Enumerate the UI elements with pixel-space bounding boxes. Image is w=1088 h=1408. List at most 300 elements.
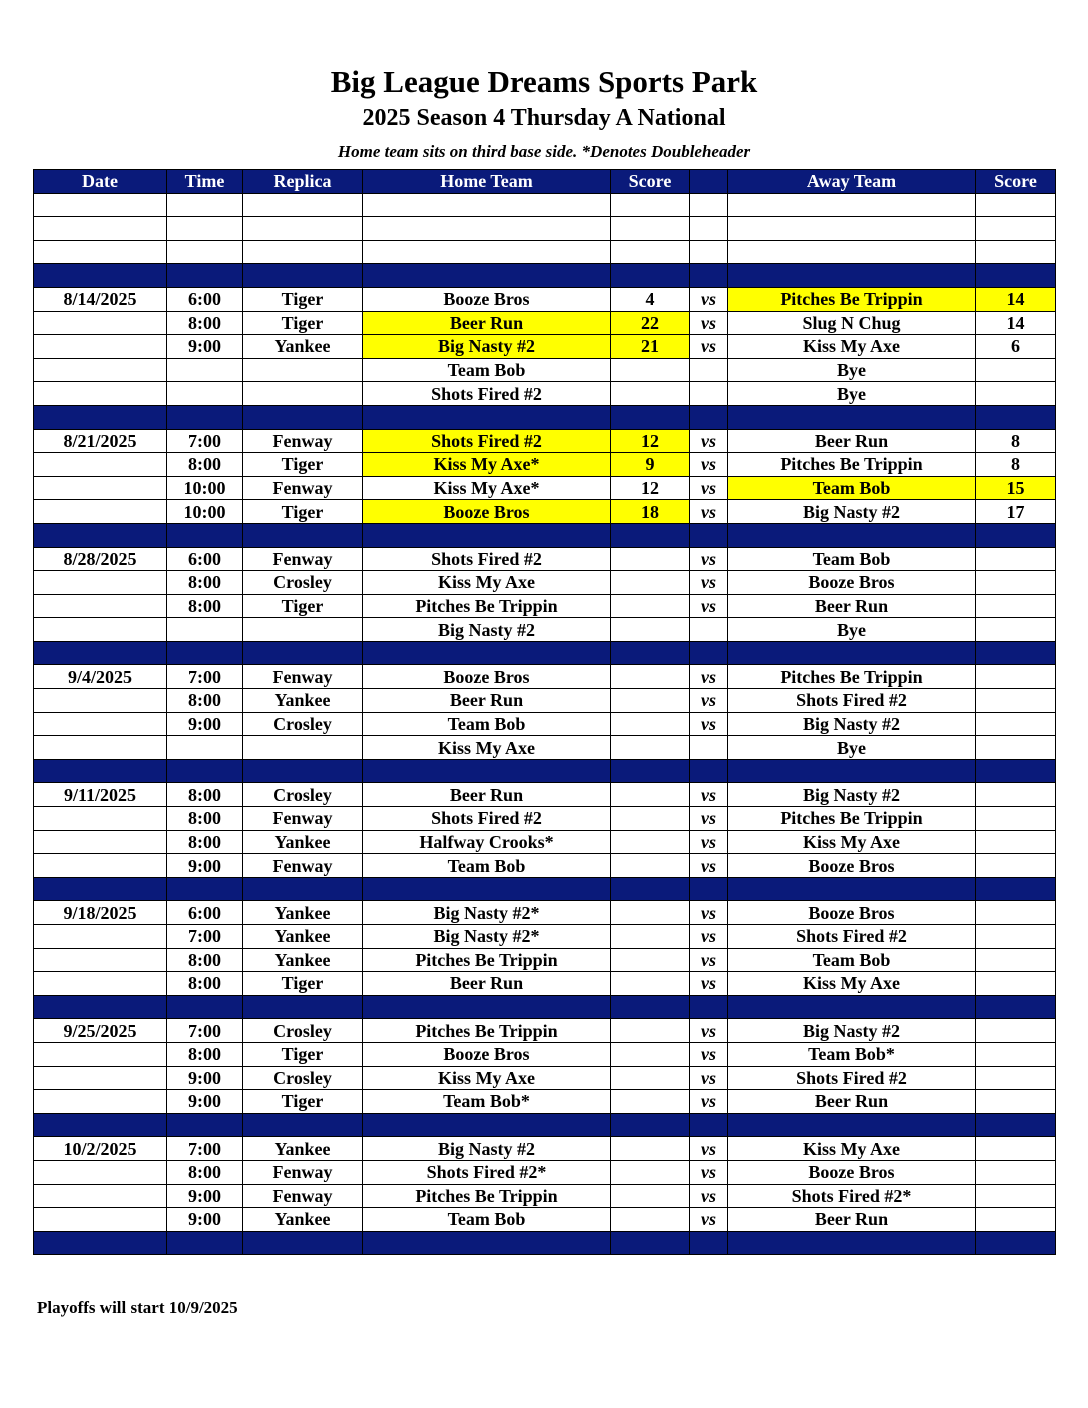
replica-cell: Fenway bbox=[243, 807, 363, 831]
date-cell bbox=[34, 358, 167, 382]
replica-cell: Fenway bbox=[243, 476, 363, 500]
date-cell bbox=[34, 523, 167, 547]
away-score-cell bbox=[976, 193, 1056, 217]
time-cell bbox=[167, 193, 243, 217]
date-cell bbox=[34, 335, 167, 359]
date-cell bbox=[34, 476, 167, 500]
home-score-cell bbox=[611, 193, 690, 217]
home-team-cell: Pitches Be Trippin bbox=[363, 594, 611, 618]
home-team-cell: Booze Bros bbox=[363, 1042, 611, 1066]
time-cell: 8:00 bbox=[167, 453, 243, 477]
home-team-cell bbox=[363, 240, 611, 264]
replica-cell: Yankee bbox=[243, 689, 363, 713]
home-score-cell: 12 bbox=[611, 476, 690, 500]
away-score-cell: 6 bbox=[976, 335, 1056, 359]
col-header-date: Date bbox=[34, 170, 167, 194]
col-header-away-team: Away Team bbox=[728, 170, 976, 194]
vs-cell: vs bbox=[690, 453, 728, 477]
time-cell bbox=[167, 264, 243, 288]
vs-cell: vs bbox=[690, 854, 728, 878]
replica-cell bbox=[243, 641, 363, 665]
replica-cell bbox=[243, 1231, 363, 1255]
away-team-cell: Kiss My Axe bbox=[728, 972, 976, 996]
home-score-cell bbox=[611, 712, 690, 736]
home-score-cell bbox=[611, 594, 690, 618]
away-team-cell: Booze Bros bbox=[728, 854, 976, 878]
away-team-cell: Beer Run bbox=[728, 594, 976, 618]
vs-cell: vs bbox=[690, 500, 728, 524]
game-row bbox=[34, 665, 1056, 689]
away-team-cell bbox=[728, 264, 976, 288]
time-cell bbox=[167, 1113, 243, 1137]
away-score-cell bbox=[976, 571, 1056, 595]
date-cell bbox=[34, 854, 167, 878]
game-row bbox=[34, 1090, 1056, 1114]
home-team-cell bbox=[363, 405, 611, 429]
away-score-cell bbox=[976, 830, 1056, 854]
away-team-cell: Team Bob bbox=[728, 547, 976, 571]
game-row bbox=[34, 476, 1056, 500]
game-row bbox=[34, 1208, 1056, 1232]
home-team-cell: Booze Bros bbox=[363, 500, 611, 524]
away-score-cell bbox=[976, 759, 1056, 783]
time-cell bbox=[167, 217, 243, 241]
date-cell bbox=[34, 1042, 167, 1066]
home-score-cell bbox=[611, 1090, 690, 1114]
date-cell bbox=[34, 405, 167, 429]
time-cell bbox=[167, 877, 243, 901]
vs-cell: vs bbox=[690, 1208, 728, 1232]
time-cell: 6:00 bbox=[167, 901, 243, 925]
home-team-cell: Beer Run bbox=[363, 311, 611, 335]
time-cell: 7:00 bbox=[167, 665, 243, 689]
time-cell bbox=[167, 736, 243, 760]
game-row bbox=[34, 925, 1056, 949]
time-cell: 8:00 bbox=[167, 783, 243, 807]
home-team-cell bbox=[363, 1113, 611, 1137]
away-team-cell: Booze Bros bbox=[728, 571, 976, 595]
away-score-cell bbox=[976, 217, 1056, 241]
blank-row bbox=[34, 193, 1056, 217]
vs-cell bbox=[690, 382, 728, 406]
home-team-cell: Beer Run bbox=[363, 972, 611, 996]
away-score-cell bbox=[976, 1090, 1056, 1114]
time-cell bbox=[167, 358, 243, 382]
replica-cell: Crosley bbox=[243, 712, 363, 736]
vs-cell: vs bbox=[690, 712, 728, 736]
vs-cell: vs bbox=[690, 830, 728, 854]
week-separator-row bbox=[34, 877, 1056, 901]
replica-cell bbox=[243, 736, 363, 760]
vs-cell bbox=[690, 193, 728, 217]
away-team-cell: Shots Fired #2 bbox=[728, 1066, 976, 1090]
home-team-cell bbox=[363, 1231, 611, 1255]
game-row bbox=[34, 382, 1056, 406]
away-team-cell: Beer Run bbox=[728, 1090, 976, 1114]
home-team-cell: Team Bob bbox=[363, 1208, 611, 1232]
home-score-cell bbox=[611, 1231, 690, 1255]
game-row bbox=[34, 1066, 1056, 1090]
vs-cell: vs bbox=[690, 1019, 728, 1043]
replica-cell: Yankee bbox=[243, 1208, 363, 1232]
away-score-cell bbox=[976, 1208, 1056, 1232]
schedule-table bbox=[33, 169, 1056, 1255]
game-row bbox=[34, 807, 1056, 831]
date-cell bbox=[34, 759, 167, 783]
date-cell bbox=[34, 453, 167, 477]
date-cell: 9/11/2025 bbox=[34, 783, 167, 807]
away-score-cell bbox=[976, 358, 1056, 382]
season-subtitle: 2025 Season 4 Thursday A National bbox=[362, 105, 726, 131]
date-cell bbox=[34, 641, 167, 665]
game-row bbox=[34, 1184, 1056, 1208]
time-cell: 7:00 bbox=[167, 925, 243, 949]
replica-cell bbox=[243, 759, 363, 783]
away-score-cell bbox=[976, 712, 1056, 736]
replica-cell: Yankee bbox=[243, 901, 363, 925]
home-team-cell: Kiss My Axe bbox=[363, 1066, 611, 1090]
away-score-cell bbox=[976, 264, 1056, 288]
away-score-cell bbox=[976, 523, 1056, 547]
away-team-cell bbox=[728, 217, 976, 241]
home-score-cell bbox=[611, 995, 690, 1019]
home-team-cell: Beer Run bbox=[363, 783, 611, 807]
vs-cell: vs bbox=[690, 1066, 728, 1090]
home-score-cell bbox=[611, 807, 690, 831]
time-cell: 8:00 bbox=[167, 948, 243, 972]
date-cell bbox=[34, 264, 167, 288]
away-team-cell: Team Bob bbox=[728, 948, 976, 972]
date-cell bbox=[34, 1113, 167, 1137]
replica-cell bbox=[243, 1113, 363, 1137]
date-cell bbox=[34, 972, 167, 996]
vs-cell: vs bbox=[690, 665, 728, 689]
away-score-cell: 8 bbox=[976, 429, 1056, 453]
vs-cell bbox=[690, 995, 728, 1019]
home-score-cell bbox=[611, 854, 690, 878]
home-score-cell: 9 bbox=[611, 453, 690, 477]
vs-cell: vs bbox=[690, 972, 728, 996]
game-row bbox=[34, 948, 1056, 972]
date-cell bbox=[34, 240, 167, 264]
vs-cell: vs bbox=[690, 311, 728, 335]
vs-cell bbox=[690, 736, 728, 760]
away-score-cell bbox=[976, 382, 1056, 406]
replica-cell: Tiger bbox=[243, 500, 363, 524]
away-team-cell: Bye bbox=[728, 358, 976, 382]
date-cell bbox=[34, 594, 167, 618]
replica-cell bbox=[243, 193, 363, 217]
replica-cell: Yankee bbox=[243, 925, 363, 949]
page-title: Big League Dreams Sports Park bbox=[330, 64, 758, 99]
away-score-cell bbox=[976, 618, 1056, 642]
date-cell bbox=[34, 1231, 167, 1255]
col-header-time: Time bbox=[167, 170, 243, 194]
time-cell: 7:00 bbox=[167, 1019, 243, 1043]
home-score-cell bbox=[611, 641, 690, 665]
home-team-cell bbox=[363, 995, 611, 1019]
replica-cell: Yankee bbox=[243, 335, 363, 359]
col-header-home-team: Home Team bbox=[363, 170, 611, 194]
away-score-cell bbox=[976, 1066, 1056, 1090]
vs-cell: vs bbox=[690, 1160, 728, 1184]
home-team-cell bbox=[363, 523, 611, 547]
week-separator-row bbox=[34, 995, 1056, 1019]
home-score-cell bbox=[611, 217, 690, 241]
home-team-cell: Kiss My Axe* bbox=[363, 453, 611, 477]
time-cell: 10:00 bbox=[167, 500, 243, 524]
away-score-cell bbox=[976, 547, 1056, 571]
col-header-away-score: Score bbox=[976, 170, 1056, 194]
vs-cell: vs bbox=[690, 287, 728, 311]
date-cell bbox=[34, 830, 167, 854]
away-score-cell bbox=[976, 1113, 1056, 1137]
away-score-cell bbox=[976, 1042, 1056, 1066]
vs-cell bbox=[690, 759, 728, 783]
home-score-cell bbox=[611, 382, 690, 406]
away-team-cell: Shots Fired #2* bbox=[728, 1184, 976, 1208]
time-cell bbox=[167, 240, 243, 264]
date-cell bbox=[34, 925, 167, 949]
replica-cell bbox=[243, 995, 363, 1019]
game-row bbox=[34, 1042, 1056, 1066]
home-score-cell bbox=[611, 901, 690, 925]
away-team-cell: Big Nasty #2 bbox=[728, 783, 976, 807]
home-score-cell bbox=[611, 240, 690, 264]
date-cell: 8/21/2025 bbox=[34, 429, 167, 453]
home-score-cell bbox=[611, 1113, 690, 1137]
replica-cell bbox=[243, 217, 363, 241]
home-score-cell bbox=[611, 689, 690, 713]
home-score-cell bbox=[611, 783, 690, 807]
away-team-cell: Big Nasty #2 bbox=[728, 712, 976, 736]
home-team-cell: Shots Fired #2 bbox=[363, 429, 611, 453]
game-row bbox=[34, 453, 1056, 477]
away-score-cell: 17 bbox=[976, 500, 1056, 524]
vs-cell: vs bbox=[690, 547, 728, 571]
away-score-cell bbox=[976, 641, 1056, 665]
home-team-cell: Team Bob* bbox=[363, 1090, 611, 1114]
date-cell bbox=[34, 712, 167, 736]
vs-cell bbox=[690, 618, 728, 642]
home-score-cell bbox=[611, 618, 690, 642]
vs-cell: vs bbox=[690, 1090, 728, 1114]
schedule-note: Home team sits on third base side. *Denotes Doubleheader bbox=[337, 142, 751, 161]
date-cell bbox=[34, 689, 167, 713]
away-team-cell: Bye bbox=[728, 382, 976, 406]
replica-cell: Yankee bbox=[243, 948, 363, 972]
home-score-cell bbox=[611, 264, 690, 288]
replica-cell: Tiger bbox=[243, 594, 363, 618]
time-cell: 10:00 bbox=[167, 476, 243, 500]
vs-cell bbox=[690, 240, 728, 264]
replica-cell: Fenway bbox=[243, 665, 363, 689]
time-cell: 8:00 bbox=[167, 1042, 243, 1066]
week-separator-row bbox=[34, 759, 1056, 783]
away-score-cell bbox=[976, 901, 1056, 925]
home-team-cell: Halfway Crooks* bbox=[363, 830, 611, 854]
away-team-cell: Booze Bros bbox=[728, 901, 976, 925]
away-team-cell bbox=[728, 523, 976, 547]
game-row bbox=[34, 736, 1056, 760]
date-cell bbox=[34, 807, 167, 831]
replica-cell: Yankee bbox=[243, 830, 363, 854]
week-separator-row bbox=[34, 641, 1056, 665]
away-score-cell: 15 bbox=[976, 476, 1056, 500]
col-header-vs bbox=[690, 170, 728, 194]
home-score-cell bbox=[611, 972, 690, 996]
home-team-cell: Big Nasty #2 bbox=[363, 1137, 611, 1161]
replica-cell: Tiger bbox=[243, 311, 363, 335]
col-header-home-score: Score bbox=[611, 170, 690, 194]
week-separator-row bbox=[34, 1113, 1056, 1137]
vs-cell: vs bbox=[690, 335, 728, 359]
vs-cell: vs bbox=[690, 429, 728, 453]
week-separator-row bbox=[34, 523, 1056, 547]
replica-cell bbox=[243, 382, 363, 406]
vs-cell: vs bbox=[690, 571, 728, 595]
home-score-cell bbox=[611, 1066, 690, 1090]
time-cell: 9:00 bbox=[167, 1066, 243, 1090]
away-team-cell: Beer Run bbox=[728, 1208, 976, 1232]
game-row bbox=[34, 335, 1056, 359]
away-team-cell: Shots Fired #2 bbox=[728, 925, 976, 949]
home-score-cell: 12 bbox=[611, 429, 690, 453]
away-team-cell bbox=[728, 995, 976, 1019]
home-team-cell: Pitches Be Trippin bbox=[363, 948, 611, 972]
home-score-cell bbox=[611, 736, 690, 760]
vs-cell bbox=[690, 641, 728, 665]
date-cell bbox=[34, 500, 167, 524]
time-cell: 9:00 bbox=[167, 1208, 243, 1232]
time-cell: 8:00 bbox=[167, 807, 243, 831]
away-team-cell bbox=[728, 759, 976, 783]
week-separator-row bbox=[34, 264, 1056, 288]
date-cell bbox=[34, 1066, 167, 1090]
home-score-cell bbox=[611, 1208, 690, 1232]
home-team-cell: Booze Bros bbox=[363, 287, 611, 311]
home-team-cell: Beer Run bbox=[363, 689, 611, 713]
time-cell bbox=[167, 382, 243, 406]
replica-cell: Fenway bbox=[243, 547, 363, 571]
date-cell: 8/14/2025 bbox=[34, 287, 167, 311]
away-score-cell bbox=[976, 1231, 1056, 1255]
vs-cell bbox=[690, 523, 728, 547]
replica-cell bbox=[243, 877, 363, 901]
away-team-cell: Bye bbox=[728, 736, 976, 760]
date-cell bbox=[34, 877, 167, 901]
date-cell bbox=[34, 217, 167, 241]
away-team-cell bbox=[728, 240, 976, 264]
away-score-cell bbox=[976, 807, 1056, 831]
game-row bbox=[34, 830, 1056, 854]
replica-cell bbox=[243, 523, 363, 547]
away-score-cell bbox=[976, 594, 1056, 618]
date-cell bbox=[34, 1208, 167, 1232]
away-score-cell bbox=[976, 972, 1056, 996]
time-cell: 9:00 bbox=[167, 1184, 243, 1208]
away-score-cell bbox=[976, 854, 1056, 878]
home-team-cell bbox=[363, 759, 611, 783]
replica-cell: Crosley bbox=[243, 571, 363, 595]
time-cell: 9:00 bbox=[167, 1090, 243, 1114]
home-score-cell bbox=[611, 830, 690, 854]
home-score-cell bbox=[611, 1019, 690, 1043]
home-team-cell: Pitches Be Trippin bbox=[363, 1019, 611, 1043]
time-cell bbox=[167, 995, 243, 1019]
replica-cell: Fenway bbox=[243, 854, 363, 878]
game-row bbox=[34, 500, 1056, 524]
home-team-cell: Kiss My Axe bbox=[363, 736, 611, 760]
replica-cell: Fenway bbox=[243, 429, 363, 453]
vs-cell: vs bbox=[690, 901, 728, 925]
vs-cell: vs bbox=[690, 807, 728, 831]
away-score-cell bbox=[976, 877, 1056, 901]
time-cell: 7:00 bbox=[167, 1137, 243, 1161]
time-cell: 6:00 bbox=[167, 547, 243, 571]
home-score-cell bbox=[611, 547, 690, 571]
game-row bbox=[34, 358, 1056, 382]
vs-cell bbox=[690, 877, 728, 901]
home-score-cell bbox=[611, 948, 690, 972]
home-score-cell bbox=[611, 405, 690, 429]
vs-cell: vs bbox=[690, 594, 728, 618]
replica-cell: Tiger bbox=[243, 972, 363, 996]
away-team-cell: Pitches Be Trippin bbox=[728, 287, 976, 311]
game-row bbox=[34, 689, 1056, 713]
away-team-cell bbox=[728, 641, 976, 665]
vs-cell bbox=[690, 264, 728, 288]
away-score-cell: 14 bbox=[976, 311, 1056, 335]
time-cell: 6:00 bbox=[167, 287, 243, 311]
replica-cell: Yankee bbox=[243, 1137, 363, 1161]
away-score-cell bbox=[976, 948, 1056, 972]
away-team-cell: Pitches Be Trippin bbox=[728, 665, 976, 689]
date-cell bbox=[34, 618, 167, 642]
replica-cell: Tiger bbox=[243, 1042, 363, 1066]
replica-cell: Tiger bbox=[243, 453, 363, 477]
time-cell: 9:00 bbox=[167, 854, 243, 878]
away-team-cell bbox=[728, 405, 976, 429]
game-row bbox=[34, 712, 1056, 736]
date-cell bbox=[34, 382, 167, 406]
date-cell bbox=[34, 193, 167, 217]
away-score-cell bbox=[976, 783, 1056, 807]
game-row bbox=[34, 1137, 1056, 1161]
game-row bbox=[34, 854, 1056, 878]
home-score-cell bbox=[611, 877, 690, 901]
vs-cell bbox=[690, 217, 728, 241]
away-team-cell bbox=[728, 877, 976, 901]
away-team-cell: Big Nasty #2 bbox=[728, 500, 976, 524]
vs-cell bbox=[690, 1113, 728, 1137]
date-cell bbox=[34, 571, 167, 595]
vs-cell: vs bbox=[690, 948, 728, 972]
away-team-cell bbox=[728, 1231, 976, 1255]
game-row bbox=[34, 618, 1056, 642]
date-cell bbox=[34, 948, 167, 972]
vs-cell bbox=[690, 1231, 728, 1255]
game-row bbox=[34, 901, 1056, 925]
time-cell: 8:00 bbox=[167, 830, 243, 854]
game-row bbox=[34, 972, 1056, 996]
away-score-cell bbox=[976, 405, 1056, 429]
home-team-cell: Shots Fired #2 bbox=[363, 547, 611, 571]
replica-cell: Fenway bbox=[243, 1160, 363, 1184]
away-score-cell bbox=[976, 1019, 1056, 1043]
replica-cell bbox=[243, 358, 363, 382]
home-score-cell: 22 bbox=[611, 311, 690, 335]
